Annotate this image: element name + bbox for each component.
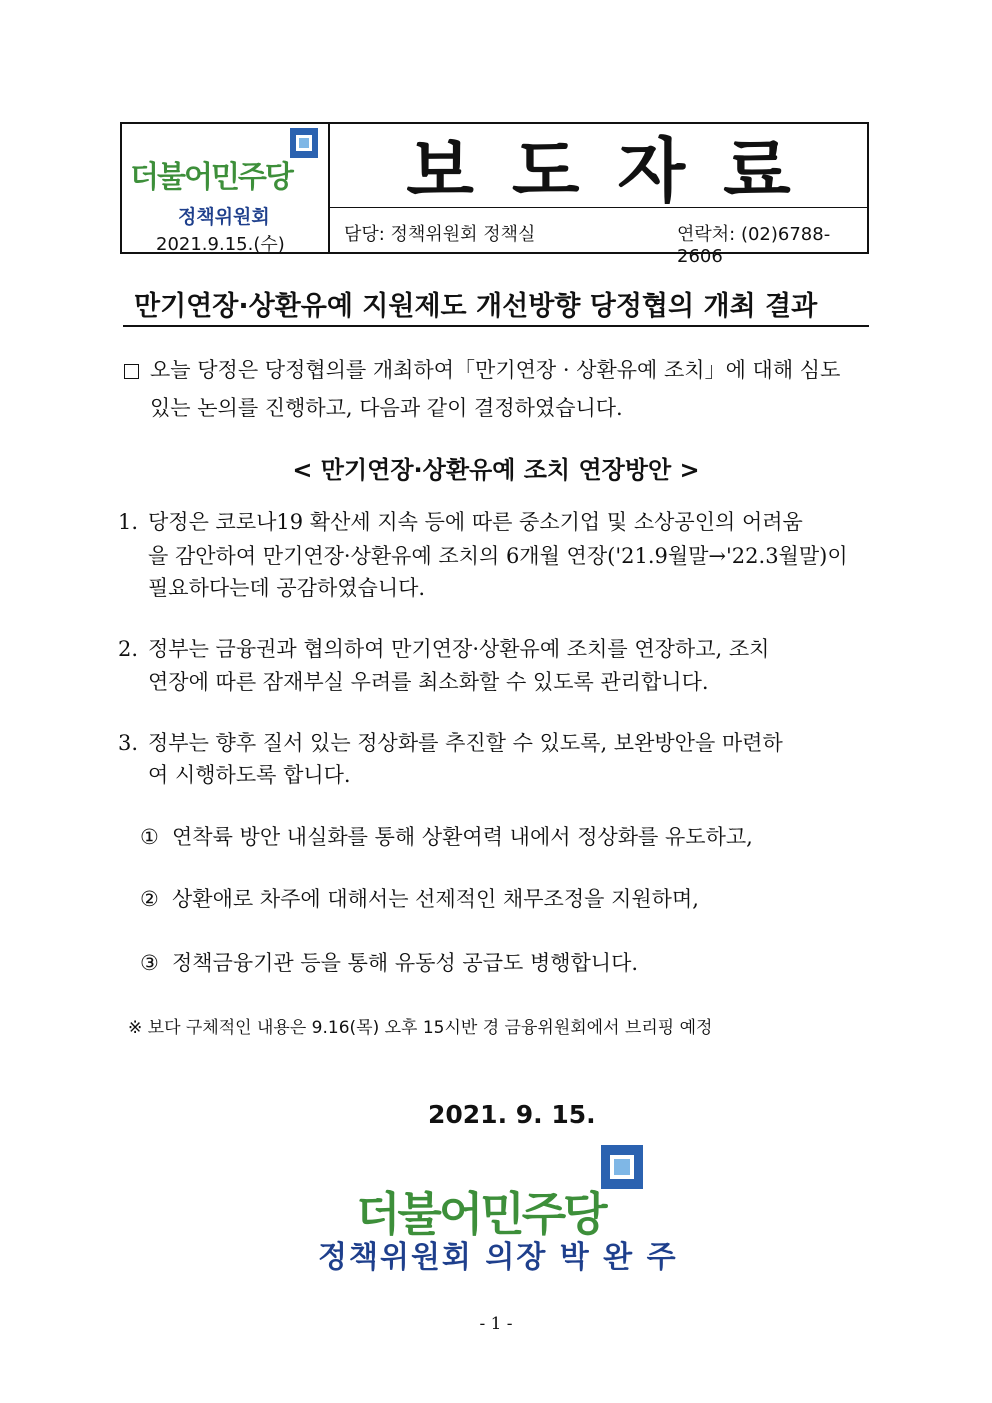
party-logo-text: 더불어민주당 [130, 160, 292, 195]
subitem-1-number: ① [140, 825, 159, 849]
item-3-line-1: 정부는 향후 질서 있는 정상화를 추진할 수 있도록, 보완방안을 마련하 [148, 731, 783, 755]
press-title-cell [330, 124, 867, 212]
footer-party-logo: 더불어민주당 [356, 1187, 605, 1241]
intro-line-2: 있는 논의를 진행하고, 다음과 같이 결정하였습니다. [150, 396, 623, 420]
subitem-3-number: ③ [140, 951, 159, 975]
subitem-2-text: 상환애로 차주에 대해서는 선제적인 채무조정을 지원하며, [172, 887, 699, 911]
item-2-line-2: 연장에 따른 잠재부실 우려를 최소화할 수 있도록 관리합니다. [148, 670, 709, 694]
item-2-line-1: 정부는 금융권과 협의하여 만기연장·상환유예 조치를 연장하고, 조치 [148, 637, 770, 661]
release-date: 2021.9.15.(수) [156, 234, 285, 255]
footer-date: 2021. 9. 15. [428, 1100, 596, 1129]
press-title: 보도자료 [406, 130, 829, 212]
briefing-note: ※ 보다 구체적인 내용은 9.16(목) 오후 15시반 경 금융위원회에서 브리핑 예정 [128, 1018, 713, 1038]
contact-dept: 담당: 정책위원회 정책실 [344, 224, 536, 245]
headline: 만기연장·상환유예 지원제도 개선방향 당정협의 개최 결과 [134, 291, 818, 322]
item-1-line-1: 당정은 코로나19 확산세 지속 등에 따른 중소기업 및 소상공인의 어려움 [148, 510, 803, 534]
contact-phone: 연락처: (02)6788-2606 [677, 224, 831, 267]
item-1-line-3: 필요하다는데 공감하였습니다. [148, 576, 426, 600]
item-2-number: 2. [118, 637, 139, 661]
subitem-1-text: 연착륙 방안 내실화를 통해 상환여력 내에서 정상화를 유도하고, [172, 825, 753, 849]
section-subheading: < 만기연장·상환유예 조치 연장방안 > [292, 456, 700, 484]
checkbox-bullet-icon [124, 364, 139, 379]
subitem-3-text: 정책금융기관 등을 통해 유동성 공급도 병행합니다. [172, 951, 639, 975]
subitem-2-number: ② [140, 887, 159, 911]
footer-signature: 정책위원회 의장 박 완 주 [318, 1240, 678, 1275]
item-3-number: 3. [118, 731, 139, 755]
page-number: - 1 - [479, 1314, 513, 1334]
party-flag-icon [288, 126, 322, 162]
org-name: 정책위원회 [178, 206, 270, 228]
item-1-line-2: 을 감안하여 만기연장·상환유예 조치의 6개월 연장('21.9월말→'22.3월말)이 [148, 544, 848, 568]
headline-divider [123, 325, 869, 327]
intro-line-1: 오늘 당정은 당정협의를 개최하여「만기연장 · 상환유예 조치」에 대해 심도 [150, 358, 841, 382]
header-logo-cell [122, 124, 330, 255]
item-3-line-2: 여 시행하도록 합니다. [148, 763, 351, 787]
press-header [120, 122, 869, 267]
party-flag-icon-large [598, 1142, 648, 1192]
item-1-number: 1. [118, 510, 139, 534]
